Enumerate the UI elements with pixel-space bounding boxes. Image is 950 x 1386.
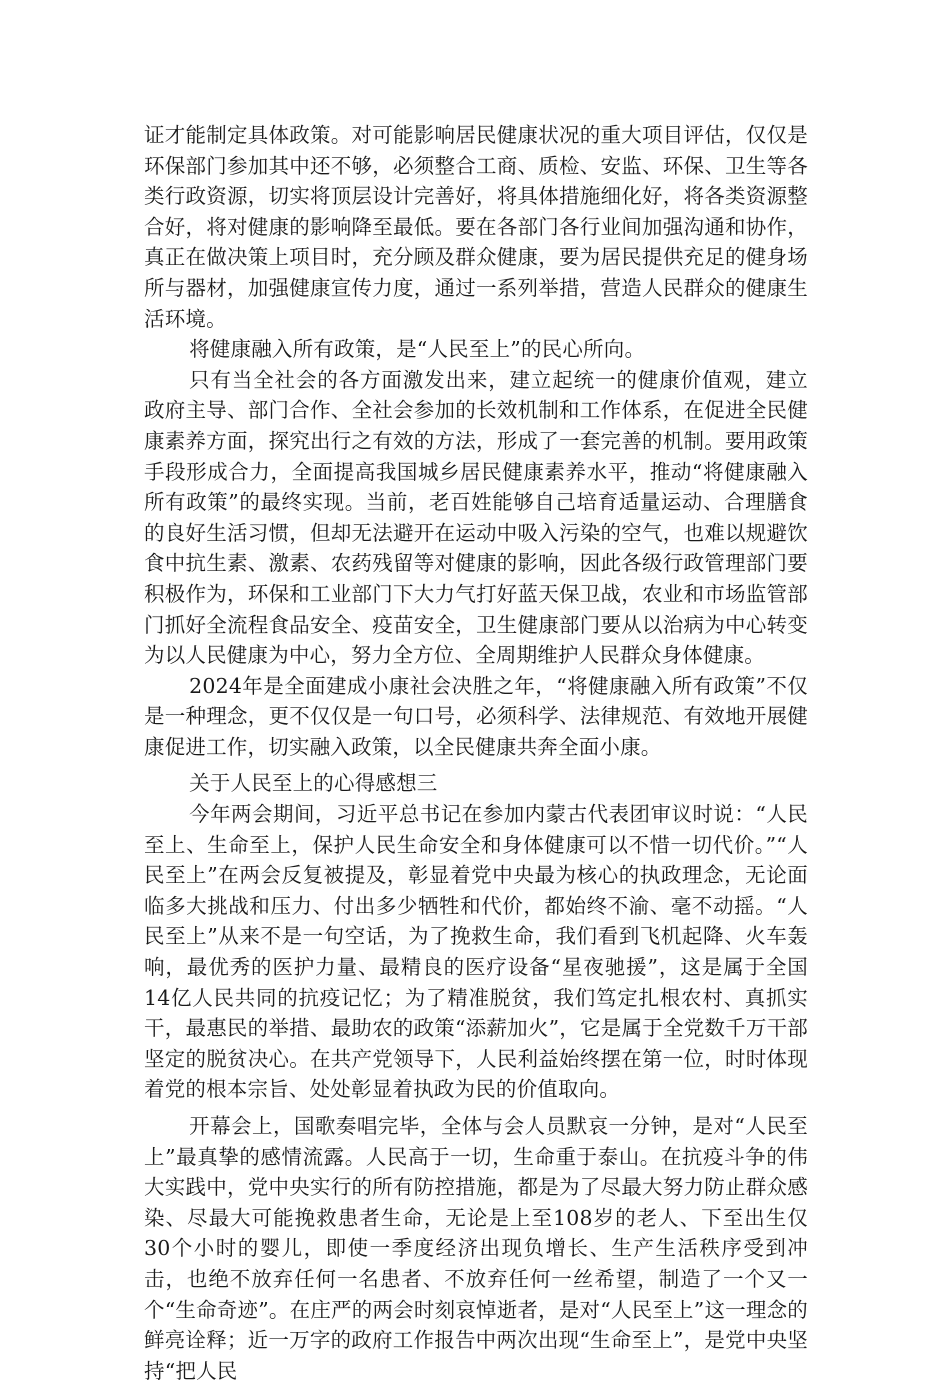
section-heading: 关于人民至上的心得感想三 [189, 771, 438, 796]
paragraph: 只有当全社会的各方面激发出来，建立起统一的健康价值观，建立政府主导、部门合作、全社会参加的长效机制和工作体系，在促进全民健康素养方面，探究出行之有效的方法，形成了一套完善的机制。要用政策手段形成合力，全面提高我国城乡居民健康素养水平，推动“将健康融入所有政策”的最终实现。当前，老百姓能够自己培育适量运动、合理膳食的良好生活习惯，但却无法避开在运动中吸入污染的空气，也难以规避饮食中抗生素、激素、农药残留等对健康的影响，因此各级行政管理部门要积极作为，环保和工业部门下大力气打好蓝天保卫战，农业和市场监管部门抓好全流程食品安全、疫苗安全，卫生健康部门要从以治病为中心转变为以人民健康为中心，努力全方位、全周期维护人民群众身体健康。 [144, 367, 808, 668]
paragraph: 开幕会上，国歌奏唱完毕，全体与会人员默哀一分钟，是对“人民至上”最真挚的感情流露。人民高于一切，生命重于泰山。在抗疫斗争的伟大实践中，党中央实行的所有防控措施，都是为了尽最大努力防止群众感染、尽最大可能挽救患者生命，无论是上至108岁的老人、下至出生仅30个小时的婴儿，即使一季度经济出现负增长、生产生活秩序受到冲击，也绝不放弃任何一名患者、不放弃任何一丝希望，制造了一个又一个“生命奇迹”。在庄严的两会时刻哀悼逝者，是对“人民至上”这一理念的鲜亮诠释；近一万字的政府工作报告中两次出现“生命至上”，是党中央坚持“把人民 [144, 1114, 808, 1383]
paragraph: 2024年是全面建成小康社会决胜之年，“将健康融入所有政策”不仅是一种理念，更不仅仅是一句口号，必须科学、法律规范、有效地开展健康促进工作，切实融入政策，以全民健康共奔全面小康。 [144, 673, 808, 759]
paragraph: 将健康融入所有政策，是“人民至上”的民心所向。 [189, 337, 646, 362]
document-body [144, 120, 808, 1386]
paragraph: 证才能制定具体政策。对可能影响居民健康状况的重大项目评估，仅仅是环保部门参加其中还不够，必须整合工商、质检、安监、环保、卫生等各类行政资源，切实将顶层设计完善好，将具体措施细化好，将各类资源整合好，将对健康的影响降至最低。要在各部门各行业间加强沟通和协作，真正在做决策上项目时，充分顾及群众健康，要为居民提供充足的健身场所与器材，加强健康宣传力度，通过一系列举措，营造人民群众的健康生活环境。 [144, 123, 808, 331]
paragraph: 今年两会期间，习近平总书记在参加内蒙古代表团审议时说：“人民至上、生命至上，保护人民生命安全和身体健康可以不惜一切代价。”“人民至上”在两会反复被提及，彰显着党中央最为核心的执政理念，无论面临多大挑战和压力、付出多少牺牲和代价，都始终不渝、毫不动摇。“人民至上”从来不是一句空话，为了挽救生命，我们看到飞机起降、火车轰响，最优秀的医护力量、最精良的医疗设备“星夜驰援”，这是属于全国14亿人民共同的抗疫记忆；为了精准脱贫，我们笃定扎根农村、真抓实干，最惠民的举措、最助农的政策“添薪加火”，它是属于全党数千万干部坚定的脱贫决心。在共产党领导下，人民利益始终摆在第一位，时时体现着党的根本宗旨、处处彰显着执政为民的价值取向。 [144, 802, 808, 1102]
